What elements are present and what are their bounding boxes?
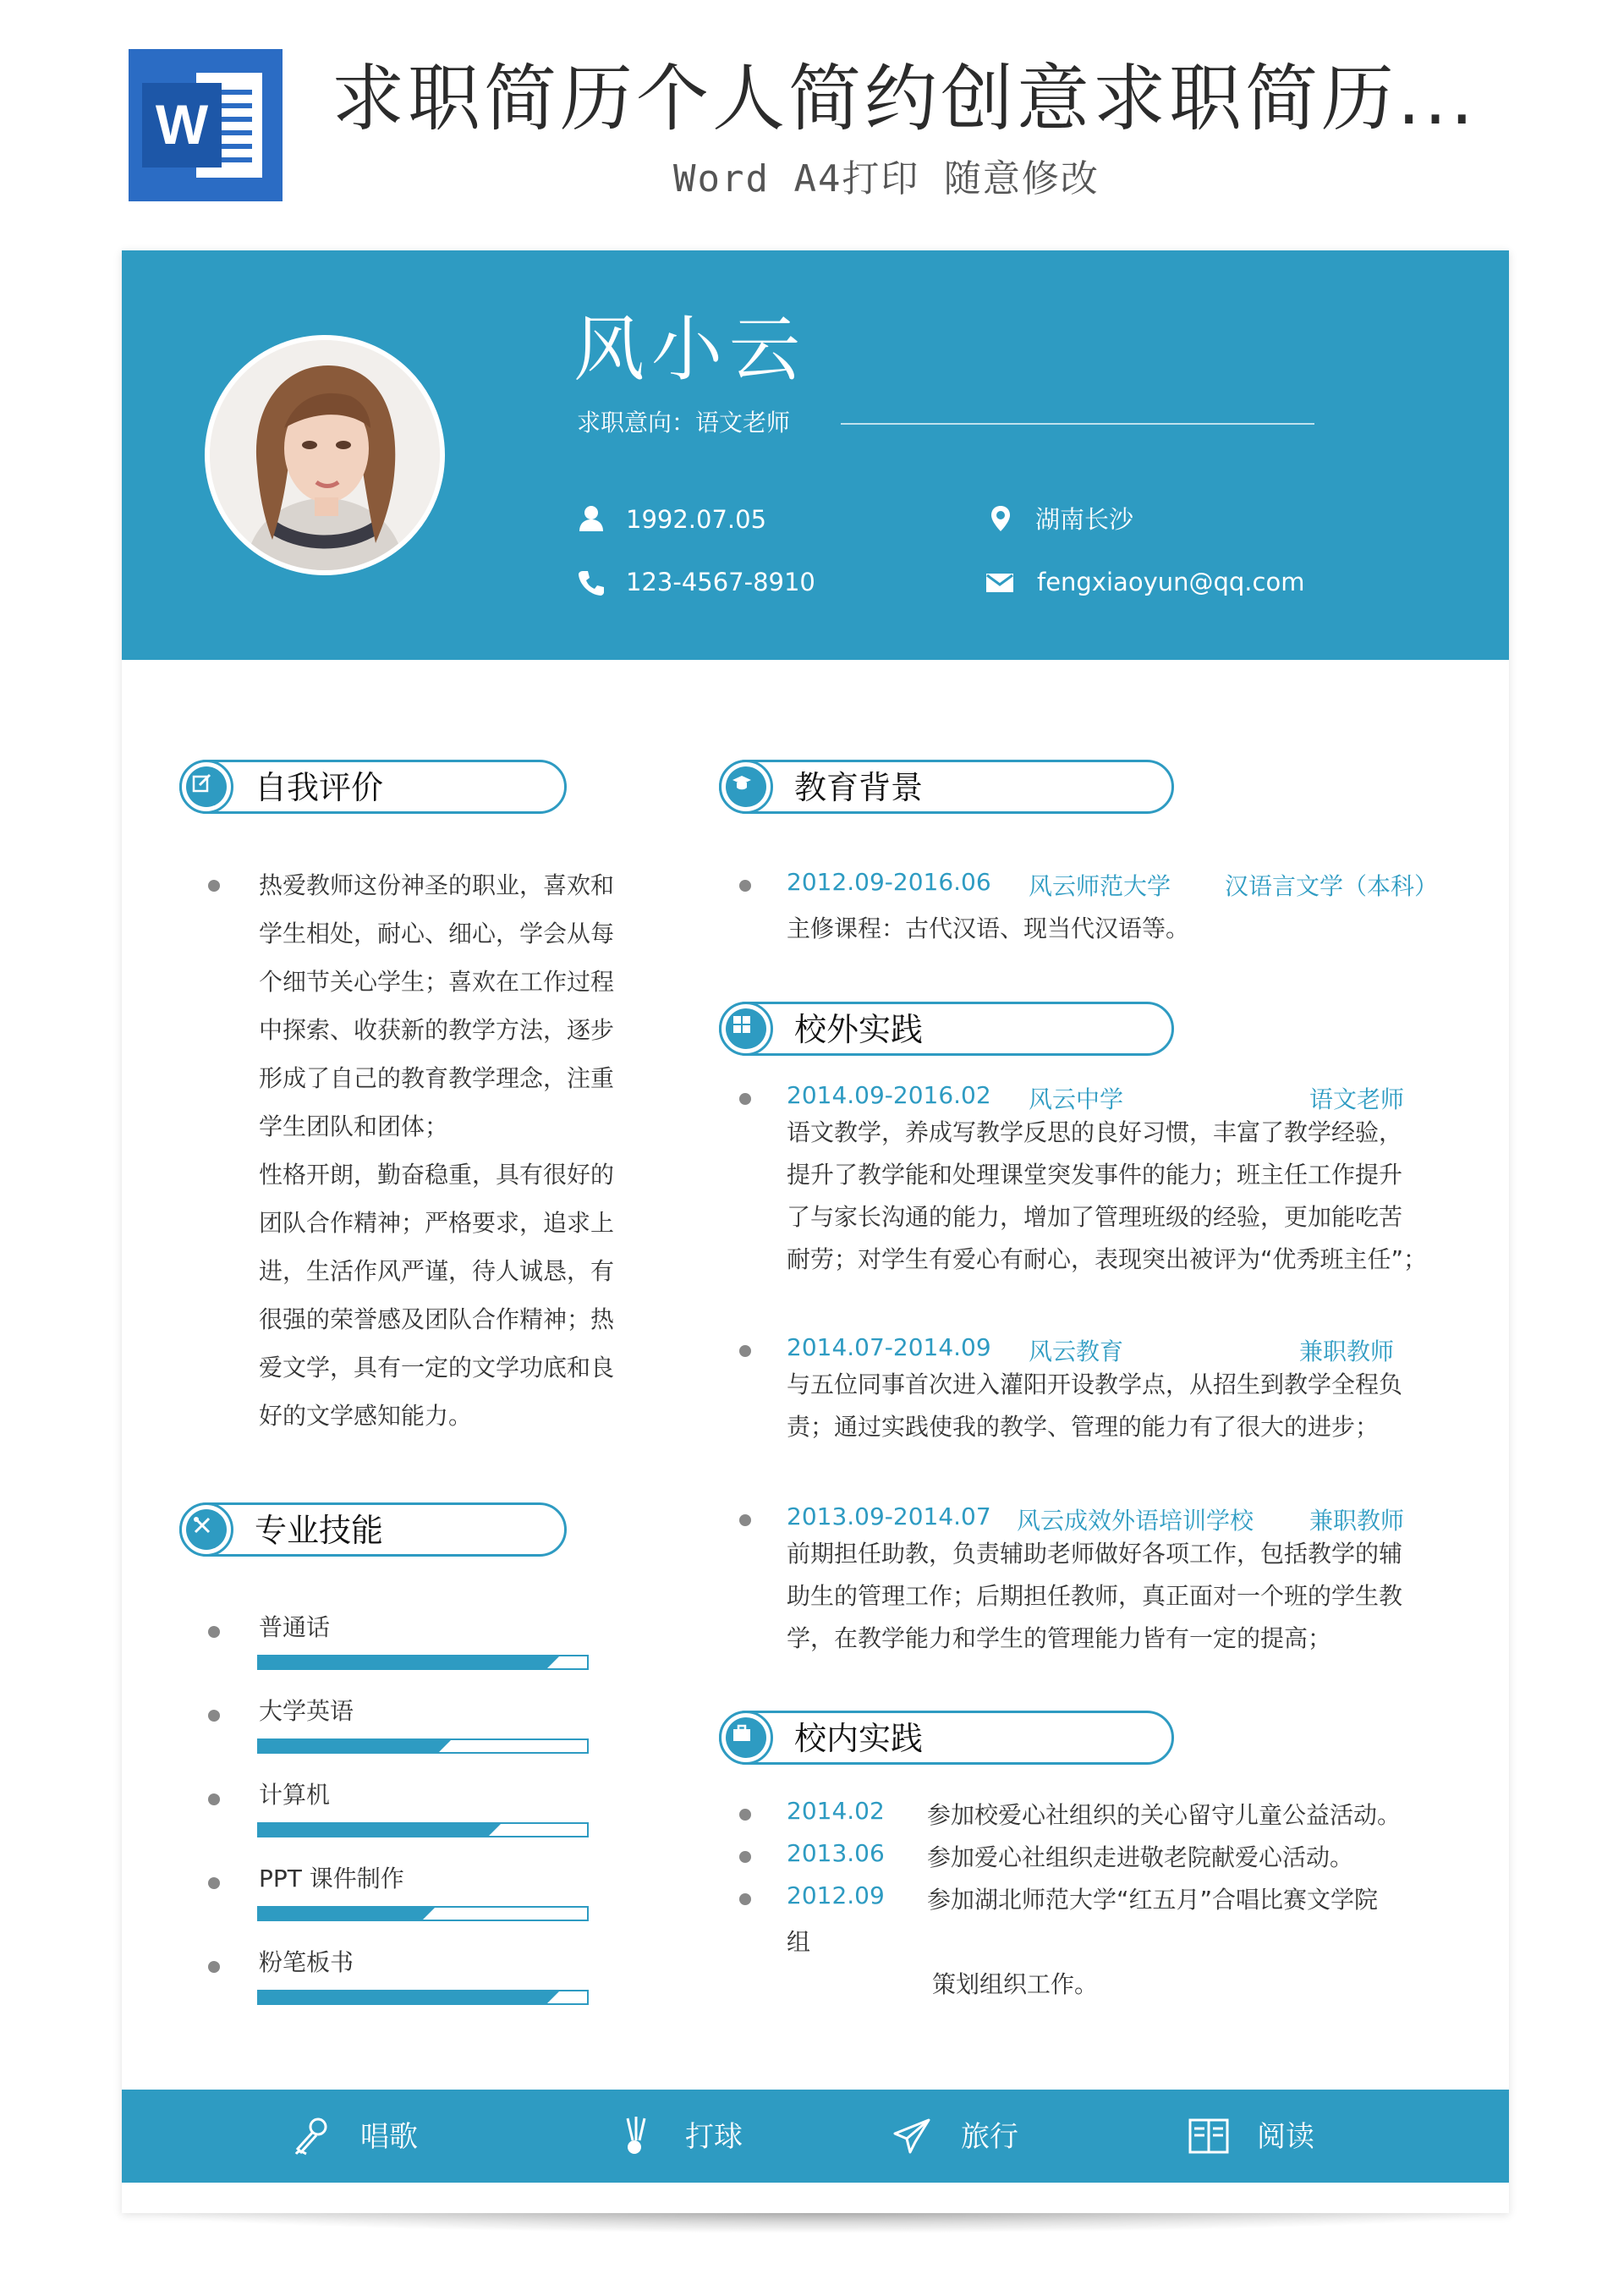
profile-header: [122, 250, 1509, 660]
book-icon: [1188, 2115, 1230, 2157]
practice-description: [787, 1112, 1427, 1281]
skill-bar-fill: [259, 1908, 423, 1920]
hobby-label: 旅行: [961, 2120, 1018, 2154]
practice-role: 语文老师: [1309, 1085, 1405, 1113]
activity-date: 2012.09: [787, 1881, 885, 1909]
skill-label: 计算机: [259, 1781, 331, 1809]
job-intent: 求职意向：语文老师: [577, 409, 791, 437]
skill-bar-fill: [259, 1656, 547, 1668]
education-period: 2012.09-2016.06: [787, 868, 991, 896]
practice-role: 兼职教师: [1309, 1507, 1405, 1535]
practice-line: 了与家长沟通的能力，增加了管理班级的经验，更加能吃苦: [787, 1203, 1403, 1231]
grid-icon: [732, 1014, 752, 1035]
phone-icon: [577, 569, 606, 597]
skill-bar: [257, 1990, 589, 2005]
practice-description: [787, 1533, 1402, 1660]
bullet: [739, 1093, 751, 1105]
bullet: [739, 1851, 751, 1863]
internal-wrap-line-2: 策划组织工作。: [932, 1970, 1099, 1998]
profile-photo: [205, 335, 445, 575]
bullet: [208, 880, 220, 892]
bullet: [739, 1893, 751, 1905]
self-evaluation-line: 中探索、收获新的教学方法，逐步: [259, 1016, 615, 1044]
hobby-label: 阅读: [1257, 2120, 1314, 2154]
bullet: [208, 1626, 220, 1638]
email-icon: [985, 570, 1013, 599]
self-evaluation-line: 个细节关心学生；喜欢在工作过程: [259, 968, 615, 996]
practice-line: 前期担任助教，负责辅助老师做好各项工作，包括教学的辅: [787, 1540, 1403, 1568]
svg-text:W: W: [155, 93, 209, 156]
education-detail: 主修课程：古代汉语、现当代汉语等。: [787, 915, 1190, 942]
graduation-cap-icon: [732, 772, 752, 793]
self-evaluation-line: 爱文学，具有一定的文学功底和良: [259, 1354, 615, 1381]
self-evaluation-line: 很强的荣誉感及团队合作精神；热: [259, 1305, 615, 1333]
section-self-evaluation: [179, 760, 567, 814]
practice-org: 风云教育: [1029, 1338, 1124, 1365]
skill-bar: [257, 1655, 589, 1670]
email-address: fengxiaoyun@qq.com: [1037, 568, 1305, 596]
location: 湖南长沙: [1035, 505, 1134, 534]
activity-text: 参加校爱心社组织的关心留守儿童公益活动。: [927, 1801, 1402, 1829]
self-evaluation-line: 学生团队和团体；: [259, 1112, 449, 1140]
candidate-name: 风小云: [573, 308, 808, 391]
intent-divider: [841, 423, 1314, 425]
section-internal-practice: [719, 1711, 1174, 1765]
practice-period: 2014.07-2014.09: [787, 1333, 991, 1361]
section-external-practice: [719, 1002, 1174, 1056]
activity-text: 参加湖北师范大学“红五月”合唱比赛文学院: [927, 1886, 1379, 1914]
internal-wrap-line-1: 组: [787, 1928, 811, 1956]
practice-period: 2013.09-2014.07: [787, 1502, 991, 1530]
hobby-label: 打球: [685, 2120, 743, 2154]
briefcase-icon: [732, 1723, 752, 1744]
microphone-icon: [291, 2115, 333, 2157]
bullet: [739, 1345, 751, 1357]
birth-date: 1992.07.05: [626, 505, 767, 534]
activity-date: 2013.06: [787, 1839, 885, 1867]
person-icon: [577, 504, 606, 533]
bullet: [739, 880, 751, 892]
skill-bar: [257, 1738, 589, 1754]
practice-role: 兼职教师: [1299, 1338, 1395, 1365]
self-evaluation-text: [259, 861, 614, 1440]
practice-line: 耐劳；对学生有爱心有耐心，表现突出被评为“优秀班主任”；: [787, 1245, 1428, 1273]
self-evaluation-line: 性格开朗，勤奋稳重，具有很好的: [259, 1161, 615, 1189]
edit-icon: [192, 772, 212, 793]
skill-bar: [257, 1822, 589, 1837]
practice-line: 责；通过实践使我的教学、管理的能力有了很大的进步；: [787, 1413, 1380, 1441]
self-evaluation-line: 学生相处，耐心、细心，学会从每: [259, 920, 615, 948]
practice-line: 助生的管理工作；后期担任教师，真正面对一个班的学生教: [787, 1582, 1403, 1610]
section-title: 自我评价: [255, 769, 384, 806]
section-title: 校内实践: [794, 1720, 924, 1757]
self-evaluation-line: 热爱教师这份神圣的职业，喜欢和: [259, 871, 615, 899]
phone-number: 123-4567-8910: [626, 568, 815, 596]
bullet: [208, 1710, 220, 1722]
bullet: [208, 1961, 220, 1973]
education-major: 汉语言文学（本科）: [1225, 872, 1439, 900]
practice-org: 风云中学: [1029, 1085, 1124, 1113]
practice-line: 学，在教学能力和学生的管理能力皆有一定的提高；: [787, 1624, 1332, 1652]
practice-description: [787, 1364, 1402, 1448]
document-subtitle: Word A4打印 随意修改: [673, 157, 1100, 200]
word-logo-icon: [129, 49, 283, 201]
resume-card: [122, 250, 1509, 2213]
practice-line: 与五位同事首次进入灌阳开设教学点，从招生到教学全程负: [787, 1370, 1403, 1398]
bullet: [208, 1793, 220, 1805]
skill-bar-fill: [259, 1740, 439, 1752]
skill-bar: [257, 1906, 589, 1921]
activity-date: 2014.02: [787, 1797, 885, 1825]
tools-icon: [192, 1515, 212, 1535]
self-evaluation-line: 团队合作精神；严格要求，追求上: [259, 1209, 615, 1237]
skill-label: 粉笔板书: [259, 1948, 354, 1976]
hobby-label: 唱歌: [360, 2120, 418, 2154]
location-pin-icon: [986, 504, 1015, 533]
badminton-icon: [616, 2115, 658, 2157]
self-evaluation-line: 好的文学感知能力。: [259, 1402, 473, 1430]
self-evaluation-line: 进，生活作风严谨，待人诚恳，有: [259, 1257, 615, 1285]
section-title: 校外实践: [794, 1011, 924, 1048]
education-school: 风云师范大学: [1029, 872, 1171, 900]
section-skills: [179, 1502, 567, 1557]
practice-period: 2014.09-2016.02: [787, 1081, 991, 1109]
bullet: [739, 1809, 751, 1821]
skill-bar-fill: [259, 1824, 489, 1836]
section-title: 教育背景: [794, 769, 924, 806]
practice-line: 提升了教学能和处理课堂突发事件的能力；班主任工作提升: [787, 1161, 1403, 1189]
section-education: [719, 760, 1174, 814]
hobbies-footer: [122, 2090, 1509, 2183]
self-evaluation-line: 形成了自己的教育教学理念，注重: [259, 1064, 615, 1092]
section-title: 专业技能: [255, 1512, 384, 1549]
bullet: [739, 1514, 751, 1526]
skill-label: 普通话: [259, 1613, 331, 1641]
practice-org: 风云成效外语培训学校: [1017, 1507, 1254, 1535]
document-title: 求职简历个人简约创意求职简历...: [332, 57, 1478, 141]
skill-bar-fill: [259, 1991, 547, 2003]
bullet: [208, 1877, 220, 1889]
skill-label: 大学英语: [259, 1697, 354, 1725]
activity-text: 参加爱心社组织走进敬老院献爱心活动。: [927, 1843, 1354, 1871]
practice-line: 语文教学，养成写教学反思的良好习惯，丰富了教学经验，: [787, 1118, 1403, 1146]
airplane-icon: [892, 2115, 934, 2157]
skill-label: PPT 课件制作: [259, 1865, 404, 1892]
